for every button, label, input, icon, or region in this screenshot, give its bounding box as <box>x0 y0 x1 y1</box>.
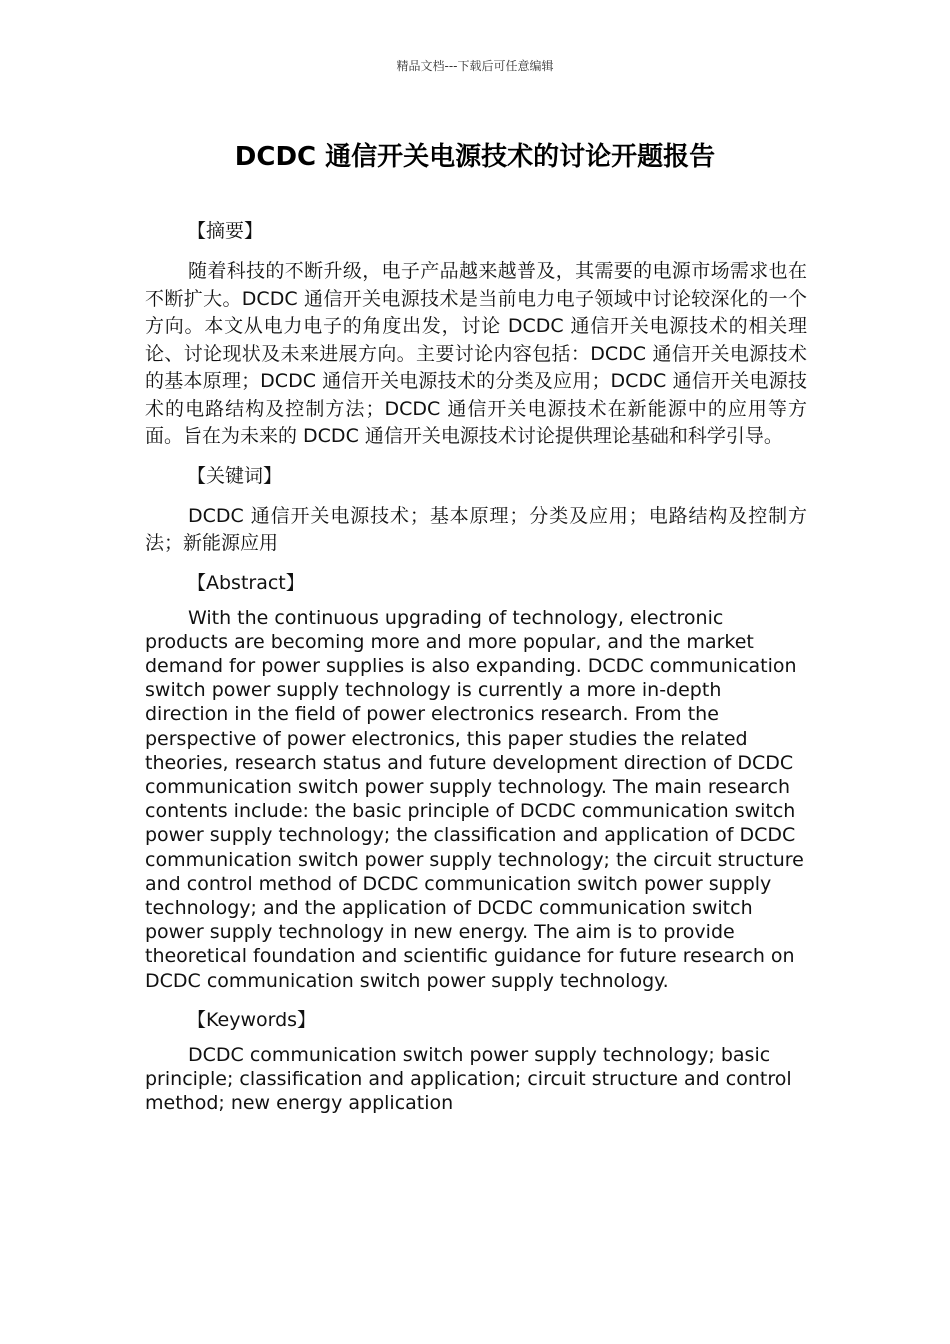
keywords-en-heading: 【Keywords】 <box>187 1008 317 1031</box>
running-header: 精品文档---下载后可任意编辑 <box>396 59 554 73</box>
abstract-en-heading: 【Abstract】 <box>187 571 305 594</box>
keywords-en-text: DCDC communication switch power supply technology; basic principle; classification and application; circuit structure and control method; new energy application <box>145 1043 792 1115</box>
abstract-cn-text: 随着科技的不断升级，电子产品越来越普及，其需要的电源市场需求也在不断扩大。DCDC 通信开关电源技术是当前电力电子领域中讨论较深化的一个方向。本文从电力电子的角度出发，讨论 DCDC 通信开关电源技术的相关理论、讨论现状及未来进展方向。主要讨论内容包括：DCDC 通信开关电源技术的基本原理；DCDC 通信开关电源技术的分类及应用；DCDC 通信开关电源技术的电路结构及控制方法；DCDC 通信开关电源技术在新能源中的应用等方面。旨在为未来的 DCDC 通信开关电源技术讨论提供理论基础和科学引导。 <box>145 260 807 447</box>
abstract-en-text: With the continuous upgrading of technology, electronic products are becoming more and more popular, and the market demand for power supplies is also expanding. DCDC communication switch power supply technology is currently a more in-depth direction in the field of power electronics research. From the perspective of power electronics, this paper studies the related theories, research status and future development direction of DCDC communication switch power supply technology. The main research contents include: the basic principle of DCDC communication switch power supply technology; the classification and application of DCDC communication switch power supply technology; the circuit structure and control method of DCDC communication switch power supply technology; and the application of DCDC communication switch power supply technology in new energy. The aim is to provide theoretical foundation and scientific guidance for future research on DCDC communication switch power supply technology. <box>145 606 804 992</box>
keywords-cn-text: DCDC 通信开关电源技术；基本原理；分类及应用；电路结构及控制方法；新能源应用 <box>145 504 807 554</box>
abstract-cn-heading: 【摘要】 <box>187 220 264 242</box>
keywords-cn-heading: 【关键词】 <box>187 464 283 487</box>
document-body <box>145 218 807 1129</box>
document-title: DCDC 通信开关电源技术的讨论开题报告 <box>234 142 716 172</box>
